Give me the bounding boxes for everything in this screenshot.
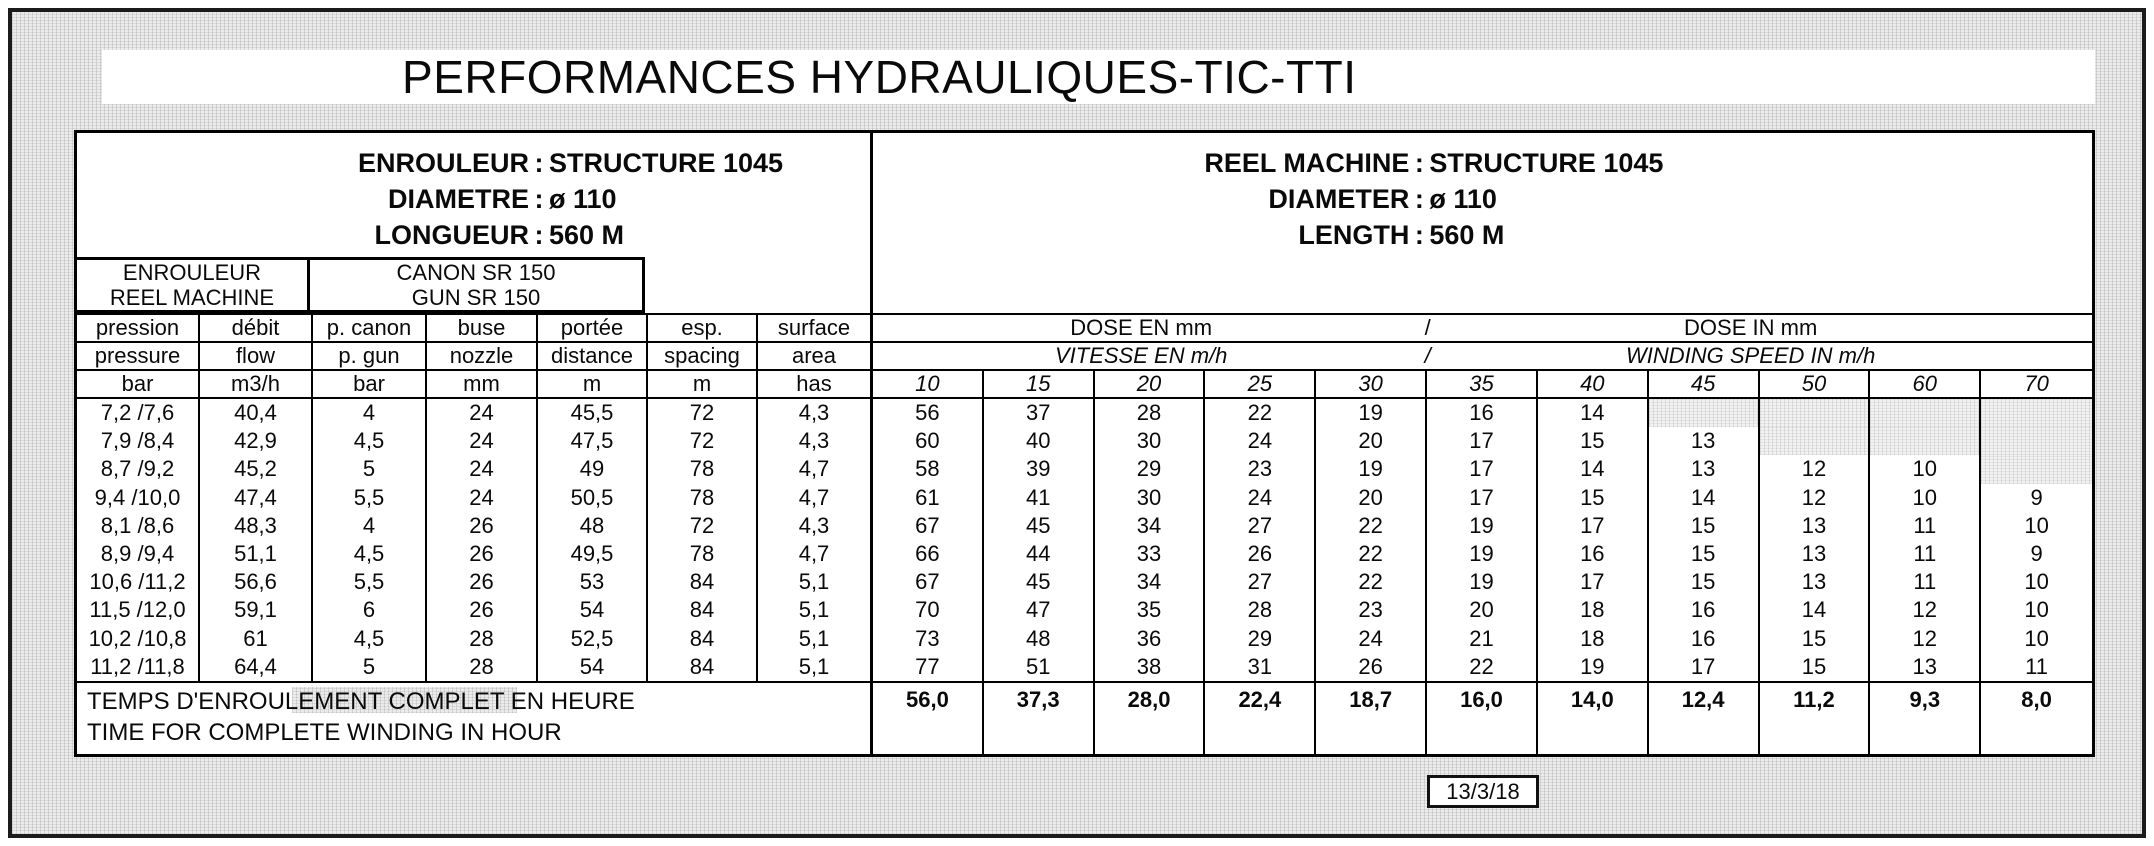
dose-value-cell: 12 [1760,484,1871,512]
total-winding-time-cell: 12,4 [1649,683,1760,754]
left-data-cell: 5 [313,455,427,483]
totals-label-en: TIME FOR COMPLETE WINDING IN HOUR [87,719,562,746]
dose-value-cell: 51 [984,653,1095,681]
dose-value-cell: 10 [1870,455,1981,483]
left-data-cell: 4,7 [798,484,830,510]
left-data-cell: 10,2 /10,8 [77,625,200,653]
total-winding-time-cell: 22,4 [1205,683,1316,754]
left-data-cell: 84 [648,568,758,596]
dose-value-cell: 10 [2024,569,2049,595]
speed-column-header: 50 [1760,371,1871,397]
dose-value-cell: 23 [1205,455,1316,483]
left-data-cell: 11,5 /12,0 [77,596,200,624]
dose-label-fr: DOSE EN mm [1070,315,1213,340]
speed-column-header: 60 [1870,371,1981,397]
left-data-cell: 24 [427,455,538,483]
totals-label-fr: TEMPS D'ENROULEMENT COMPLET EN HEURE [87,688,635,715]
right-data-grid [873,399,2092,681]
dose-value-cell: 10 [2024,625,2049,651]
dose-value-cell: 19 [1427,512,1538,540]
left-data-cell: 72 [648,399,758,427]
speed-column-header: 20 [1095,371,1206,397]
dose-value-cell [1649,399,1760,427]
left-data-cell: 26 [427,568,538,596]
dose-value-cell: 58 [873,455,984,483]
left-data-cell: 24 [427,399,538,427]
left-data-grid [77,399,873,681]
dose-value-cell: 19 [1427,568,1538,596]
dose-value-cell: 47 [984,596,1095,624]
left-data-cell: 28 [427,653,538,681]
header-label: DIAMETRE [388,184,529,214]
left-data-cell: 4,7 [798,541,830,567]
header-label: ENROULEUR [357,148,529,178]
dose-value-cell: 37 [984,399,1095,427]
left-data-cell: 4 [313,512,427,540]
dose-value-cell [1981,399,2092,427]
left-data-cell: 53 [538,568,648,596]
date-box [1427,775,1539,808]
speed-separator: / [1424,343,1431,368]
dose-value-cell: 15 [1649,540,1760,568]
left-data-cell: 8,7 /9,2 [77,455,200,483]
dose-value-cell: 28 [1205,596,1316,624]
dose-value-cell: 19 [1538,653,1649,681]
dose-value-cell: 13 [1760,512,1871,540]
dose-separator: / [1424,315,1431,340]
total-winding-time-cell: 56,0 [873,683,984,754]
header-line [873,217,2092,253]
machine-header-en [873,133,2092,257]
dose-value-cell: 45 [984,568,1095,596]
dose-value-cell: 14 [1538,399,1649,427]
dose-value-cell: 16 [1538,540,1649,568]
header-value: 560 M [549,220,625,250]
left-data-cell: 84 [648,596,758,624]
dose-value-cell: 15 [1538,427,1649,455]
dose-value-cell: 14 [1760,596,1871,624]
left-data-cell: 52,5 [538,625,648,653]
dose-value-cell: 44 [984,540,1095,568]
page-frame [8,8,2146,838]
dose-value-cell: 60 [873,427,984,455]
left-data-cell: 48 [538,512,648,540]
dose-value-cell: 10 [1870,484,1981,512]
dose-value-cell: 19 [1316,399,1427,427]
header-colon: : [1414,184,1424,214]
reel-machine-cell [77,260,310,310]
totals-grid [873,683,2092,754]
column-header-en: distance [538,343,648,369]
dose-value-cell: 73 [873,625,984,653]
header-line [77,217,870,253]
unit-header: mm [427,371,538,397]
page-title: PERFORMANCES HYDRAULIQUES-TIC-TTI [402,51,1357,103]
dose-value-cell: 22 [1316,568,1427,596]
speed-header [873,343,2092,369]
column-headers-en-band [77,343,2092,371]
units-band [77,371,2092,399]
speed-column-header: 25 [1205,371,1316,397]
reel-label-fr: ENROULEUR [122,260,262,285]
total-winding-time-cell: 18,7 [1316,683,1427,754]
dose-value-cell: 15 [1538,484,1649,512]
dose-value-cell: 77 [873,653,984,681]
dose-value-cell: 11 [1870,512,1981,540]
left-data-cell: 47,5 [538,427,648,455]
gun-label-fr: CANON SR 150 [396,260,556,285]
dose-value-cell [1760,399,1871,427]
dose-value-cell: 39 [984,455,1095,483]
left-data-cell: 8,9 /9,4 [77,540,200,568]
gun-label-en: GUN SR 150 [411,285,541,310]
header-colon: : [534,220,544,250]
dose-value-cell: 61 [873,484,984,512]
left-data-cell: 42,9 [200,427,313,455]
dose-value-cell: 35 [1095,596,1206,624]
dose-value-cell: 11 [1870,568,1981,596]
dose-value-cell: 17 [1538,568,1649,596]
dose-value-cell: 11 [1870,540,1981,568]
dose-value-cell: 16 [1649,625,1760,653]
dose-value-cell: 67 [873,568,984,596]
left-data-cell: 9,4 /10,0 [77,484,200,512]
left-data-cell: 49 [538,455,648,483]
date-value: 13/3/18 [1446,778,1520,804]
dose-value-cell [1870,427,1981,455]
unit-header: has [796,371,832,396]
header-label: LONGUEUR [374,220,529,250]
machine-header-fr [77,133,873,257]
header-label: DIAMETER [1268,184,1410,214]
dose-value-cell: 22 [1316,540,1427,568]
dose-value-cell: 10 [2024,512,2049,538]
unit-header: bar [77,371,200,397]
header-value: STRUCTURE 1045 [1429,148,1664,178]
column-header-en: flow [200,343,313,369]
dose-value-cell: 29 [1205,625,1316,653]
left-data-cell: 5,1 [798,569,830,595]
total-winding-time-cell: 14,0 [1538,683,1649,754]
left-data-cell: 4 [313,399,427,427]
left-data-cell: 7,2 /7,6 [77,399,200,427]
header-colon: : [534,184,544,214]
total-winding-time-cell: 28,0 [1095,683,1206,754]
unit-header: m3/h [200,371,313,397]
left-data-cell: 5,5 [313,484,427,512]
left-data-cell: 5,1 [798,653,830,679]
speed-column-header: 40 [1538,371,1649,397]
left-data-cell: 5,1 [798,625,830,651]
left-data-cell: 51,1 [200,540,313,568]
left-data-cell: 7,9 /8,4 [77,427,200,455]
dose-value-cell: 15 [1760,625,1871,653]
column-header-en: pressure [77,343,200,369]
header-value: ø 110 [549,184,617,214]
dose-value-cell: 30 [1095,427,1206,455]
left-data-cell: 4,7 [798,456,830,482]
column-header-fr: p. canon [313,315,427,341]
dose-value-cell: 22 [1427,653,1538,681]
speed-column-header: 70 [2024,371,2049,396]
left-data-cell: 5,1 [798,597,830,623]
dose-value-cell: 17 [1538,512,1649,540]
left-data-cell: 56,6 [200,568,313,596]
dose-value-cell: 15 [1760,653,1871,681]
dose-value-cell: 17 [1427,484,1538,512]
totals-band [77,681,2092,754]
dose-value-cell: 22 [1316,512,1427,540]
header-colon: : [534,148,544,178]
dose-value-cell: 17 [1427,427,1538,455]
left-data-cell: 26 [427,596,538,624]
dose-value-cell: 26 [1205,540,1316,568]
header-line [77,181,870,217]
dose-value-cell: 12 [1760,455,1871,483]
dose-value-cell: 18 [1538,596,1649,624]
header-label: REEL MACHINE [1204,148,1410,178]
dose-value-cell: 45 [984,512,1095,540]
dose-value-cell: 13 [1649,455,1760,483]
header-line [873,145,2092,181]
dose-value-cell: 11 [2025,653,2048,679]
left-data-cell: 78 [648,455,758,483]
column-header-fr: buse [427,315,538,341]
speed-column-header: 30 [1316,371,1427,397]
dose-header-row [873,315,2092,341]
gun-cell [310,260,642,310]
left-data-cell: 54 [538,596,648,624]
left-data-cell: 24 [427,427,538,455]
dose-value-cell [1870,399,1981,427]
dose-value-cell: 23 [1316,596,1427,624]
reel-label-en: REEL MACHINE [109,285,275,310]
dose-label-en: DOSE IN mm [1684,315,1818,340]
column-header-fr: débit [200,315,313,341]
left-data-cell: 4,3 [798,428,830,454]
dose-value-cell: 13 [1649,427,1760,455]
speed-label-fr: VITESSE EN m/h [1054,343,1228,368]
left-data-cell: 48,3 [200,512,313,540]
total-winding-time-cell: 8,0 [2021,687,2052,712]
column-header-fr: portée [538,315,648,341]
header-value: 560 M [1429,220,1505,250]
left-data-cell: 72 [648,512,758,540]
dose-value-cell: 16 [1649,596,1760,624]
unit-header: m [648,371,758,397]
left-data-cell: 26 [427,540,538,568]
speed-label-en: WINDING SPEED IN m/h [1625,343,1876,368]
header-label: LENGTH [1298,220,1410,250]
dose-value-cell: 41 [984,484,1095,512]
left-data-cell: 28 [427,625,538,653]
dose-value-cell: 29 [1095,455,1206,483]
column-header-fr: pression [77,315,200,341]
left-data-cell: 78 [648,540,758,568]
unit-headers [77,371,873,397]
dose-value-cell: 20 [1316,427,1427,455]
dose-value-cell: 33 [1095,540,1206,568]
header-line [873,181,2092,217]
dose-value-cell: 20 [1427,596,1538,624]
dose-value-cell: 56 [873,399,984,427]
left-data-cell: 84 [648,653,758,681]
column-header-en: spacing [648,343,758,369]
column-header-en: area [791,343,837,368]
left-data-cell: 5 [313,653,427,681]
total-winding-time-cell: 16,0 [1427,683,1538,754]
speed-column-header: 35 [1427,371,1538,397]
dose-value-cell: 12 [1870,596,1981,624]
dose-value-cell: 10 [2024,597,2049,623]
dose-value-cell: 18 [1538,625,1649,653]
dose-value-cell: 24 [1205,484,1316,512]
left-data-cell: 40,4 [200,399,313,427]
machine-header-band [77,133,2092,257]
left-data-cell: 24 [427,484,538,512]
total-winding-time-cell: 37,3 [984,683,1095,754]
left-data-cell: 49,5 [538,540,648,568]
dose-value-cell: 13 [1760,568,1871,596]
header-colon: : [1414,220,1424,250]
dose-value-cell: 9 [2030,484,2043,510]
dose-value-cell: 66 [873,540,984,568]
dose-value-cell: 24 [1316,625,1427,653]
left-data-cell: 84 [648,625,758,653]
dose-value-cell: 34 [1095,568,1206,596]
dose-value-cell: 24 [1205,427,1316,455]
left-data-cell: 72 [648,427,758,455]
left-data-cell: 4,3 [798,400,830,426]
left-data-cell: 5,5 [313,568,427,596]
column-headers-fr-band [77,315,2092,343]
dose-value-cell [1760,427,1871,455]
left-data-cell: 10,6 /11,2 [77,568,200,596]
reel-gun-band [77,257,2092,315]
dose-value-cell: 15 [1649,512,1760,540]
dose-value-cell: 12 [1870,625,1981,653]
dose-value-cell: 21 [1427,625,1538,653]
dose-value-cell: 36 [1095,625,1206,653]
speed-columns [873,371,2092,397]
column-header-fr: esp. [648,315,758,341]
left-data-cell: 45,5 [538,399,648,427]
dose-value-cell: 22 [1205,399,1316,427]
dose-value-cell: 14 [1538,455,1649,483]
column-header-fr: surface [777,315,851,340]
left-data-cell: 26 [427,512,538,540]
dose-value-cell: 34 [1095,512,1206,540]
reel-gun-left [77,257,873,313]
left-data-cell: 6 [313,596,427,624]
performance-table [74,130,2095,757]
left-data-cell: 50,5 [538,484,648,512]
reel-gun-right-empty [873,257,2092,313]
dose-header [873,315,2092,341]
left-data-cell: 54 [538,653,648,681]
column-headers-fr [77,315,873,341]
dose-value-cell: 9 [2030,541,2043,567]
left-data-cell: 64,4 [200,653,313,681]
dose-value-cell [1981,427,2092,455]
speed-column-header: 45 [1649,371,1760,397]
total-winding-time-cell: 9,3 [1870,683,1981,754]
left-data-cell: 45,2 [200,455,313,483]
dose-value-cell: 14 [1649,484,1760,512]
left-data-cell: 11,2 /11,8 [77,653,200,681]
dose-value-cell: 38 [1095,653,1206,681]
header-line [77,145,870,181]
totals-label-cell [77,683,873,754]
dose-value-cell: 70 [873,596,984,624]
left-data-cell: 47,4 [200,484,313,512]
dose-value-cell [1981,455,2092,483]
dose-value-cell: 28 [1095,399,1206,427]
speed-column-header: 10 [873,371,984,397]
left-data-cell: 59,1 [200,596,313,624]
header-colon: : [1414,148,1424,178]
left-data-cell: 78 [648,484,758,512]
left-data-cell: 8,1 /8,6 [77,512,200,540]
dose-value-cell: 13 [1870,653,1981,681]
left-data-cell: 4,5 [313,427,427,455]
dose-value-cell: 17 [1649,653,1760,681]
dose-value-cell: 30 [1095,484,1206,512]
reel-gun-box [77,257,645,313]
left-data-cell: 4,5 [313,625,427,653]
dose-value-cell: 19 [1427,540,1538,568]
total-winding-time-cell: 11,2 [1760,683,1871,754]
dose-value-cell: 17 [1427,455,1538,483]
dose-value-cell: 27 [1205,512,1316,540]
title-band [102,50,2095,104]
dose-value-cell: 31 [1205,653,1316,681]
left-data-cell: 4,3 [798,512,830,538]
dose-value-cell: 27 [1205,568,1316,596]
unit-header: bar [313,371,427,397]
dose-value-cell: 48 [984,625,1095,653]
dose-value-cell: 20 [1316,484,1427,512]
speed-column-header: 15 [984,371,1095,397]
dose-value-cell: 13 [1760,540,1871,568]
dose-value-cell: 16 [1427,399,1538,427]
data-band [77,399,2092,681]
dose-value-cell: 15 [1649,568,1760,596]
dose-value-cell: 26 [1316,653,1427,681]
header-value: STRUCTURE 1045 [549,148,784,178]
column-headers-en [77,343,873,369]
unit-header: m [538,371,648,397]
left-data-cell: 61 [200,625,313,653]
dose-value-cell: 40 [984,427,1095,455]
column-header-en: nozzle [427,343,538,369]
dose-value-cell: 19 [1316,455,1427,483]
header-value: ø 110 [1429,184,1497,214]
speed-header-row [873,343,2092,369]
left-data-cell: 4,5 [313,540,427,568]
column-header-en: p. gun [313,343,427,369]
dose-value-cell: 67 [873,512,984,540]
